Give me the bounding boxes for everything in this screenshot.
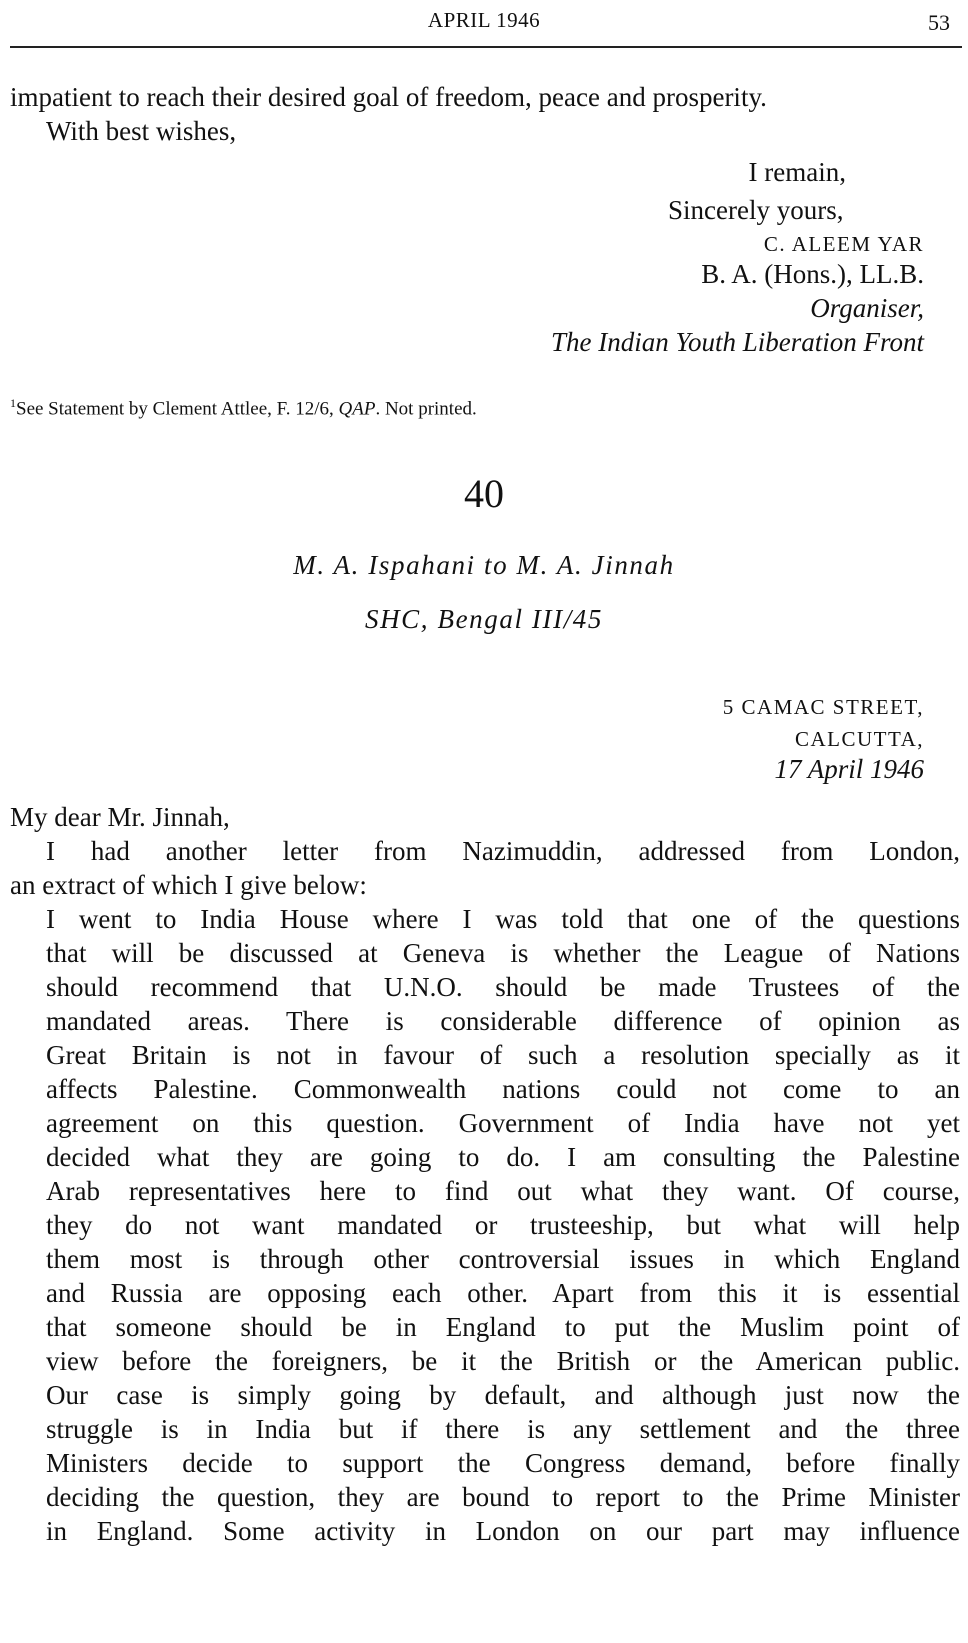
salutation: My dear Mr. Jinnah, xyxy=(10,802,230,832)
header-rule xyxy=(10,46,962,48)
quote-line: mandated areas. There is considerable difference of opinion as xyxy=(46,1006,960,1036)
remain-line: I remain, xyxy=(748,157,846,187)
quote-line: them most is through other controversial issues in which England xyxy=(46,1244,960,1274)
quote-line: view before the foreigners, be it the British or the American public. xyxy=(46,1346,960,1376)
document-number: 40 xyxy=(464,471,504,516)
quote-line: deciding the question, they are bound to report to the Prime Minister xyxy=(46,1482,960,1512)
quote-line: decided what they are going to do. I am consulting the Palestine xyxy=(46,1142,960,1172)
quoted-extract xyxy=(46,902,960,1548)
signatory-role: Organiser, xyxy=(810,293,924,323)
quote-line: Arab representatives here to find out what they want. Of course, xyxy=(46,1176,960,1206)
letter-date: 17 April 1946 xyxy=(774,754,924,784)
quote-line: that will be discussed at Geneva is whether the League of Nations xyxy=(46,938,960,968)
signatory-name: C. ALEEM YAR xyxy=(763,232,924,256)
quote-line: I went to India House where I was told that one of the questions xyxy=(46,904,960,934)
quote-line: that someone should be in England to put the Muslim point of xyxy=(46,1312,960,1342)
footnote-tail: . Not printed. xyxy=(375,398,477,420)
footnote-text: See Statement by Clement Attlee, F. 12/6, xyxy=(16,398,339,420)
quote-line: agreement on this question. Government of India have not yet xyxy=(46,1108,960,1138)
page-header xyxy=(10,8,958,44)
intro-line-2: an extract of which I give below: xyxy=(10,870,367,900)
document-title: M. A. Ispahani to M. A. Jinnah xyxy=(293,550,675,580)
footnote-ref: QAP xyxy=(338,398,376,420)
sincerely-line: Sincerely yours, xyxy=(668,195,844,225)
quote-line: Our case is simply going by default, and although just now the xyxy=(46,1380,960,1410)
footnote-marker: 1 xyxy=(10,396,16,410)
quote-line: Ministers decide to support the Congress demand, before finally xyxy=(46,1448,960,1478)
address-city: CALCUTTA, xyxy=(794,727,924,751)
quote-line: affects Palestine. Commonwealth nations could not come to an xyxy=(46,1074,960,1104)
signatory-organisation: The Indian Youth Liberation Front xyxy=(550,327,924,357)
quote-line: Great Britain is not in favour of such a resolution specially as it xyxy=(46,1040,960,1070)
document-reference: SHC, Bengal III/45 xyxy=(364,604,603,634)
best-wishes: With best wishes, xyxy=(46,116,237,146)
quote-line: should recommend that U.N.O. should be made Trustees of the xyxy=(46,972,960,1002)
quote-line: in England. Some activity in London on our part may influence xyxy=(46,1516,960,1546)
running-head: APRIL 1946 xyxy=(427,8,541,32)
closing-line: impatient to reach their desired goal of freedom, peace and prosperity. xyxy=(10,82,767,112)
page-number: 53 xyxy=(928,10,950,35)
quote-line: and Russia are opposing each other. Apart from this it is essential xyxy=(46,1278,960,1308)
address-street: 5 CAMAC STREET, xyxy=(722,695,924,719)
quote-line: they do not want mandated or trusteeship, but what will help xyxy=(46,1210,960,1240)
footnote xyxy=(10,386,477,426)
intro-line-1: I had another letter from Nazimuddin, addressed from London, xyxy=(46,836,960,866)
signatory-degree: B. A. (Hons.), LL.B. xyxy=(701,259,924,289)
quote-line: struggle is in India but if there is any settlement and the three xyxy=(46,1414,960,1444)
